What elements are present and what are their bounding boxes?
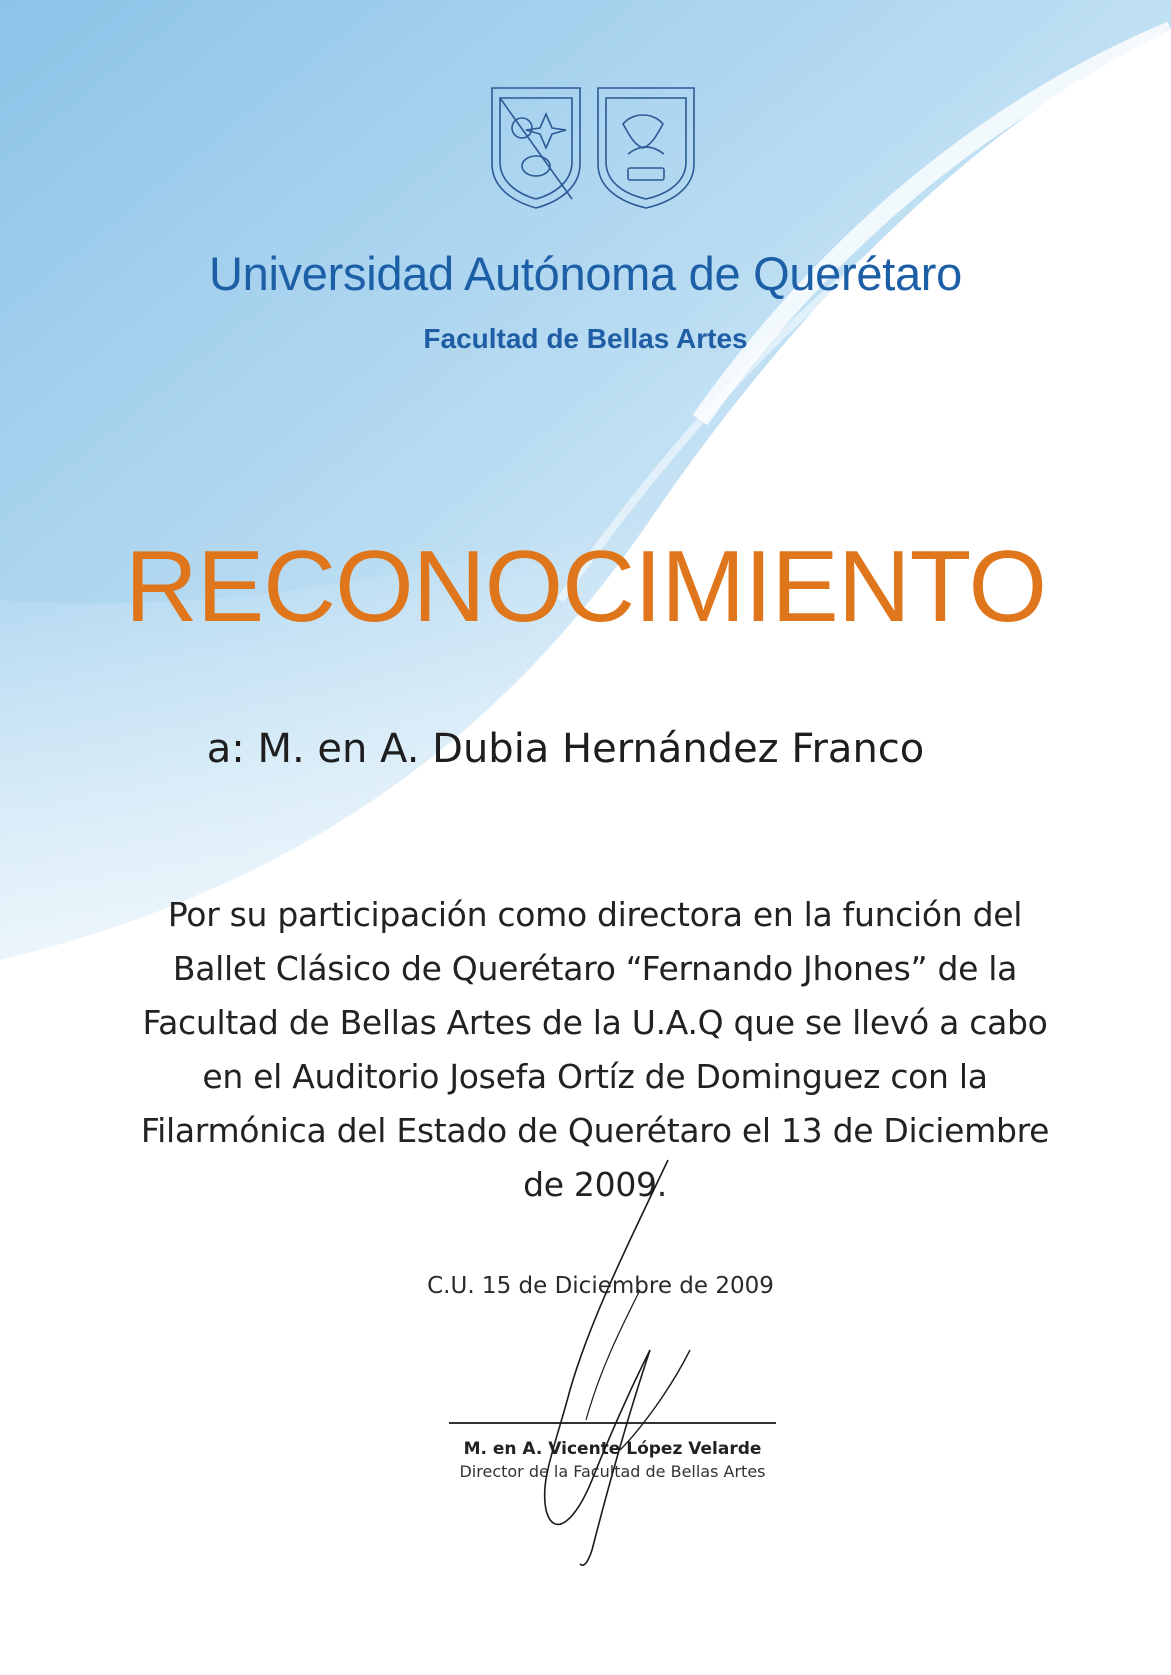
bellas-artes-shield-icon [598,88,694,208]
body-line: Por su participación como directora en la función del [167,895,1023,934]
faculty-name: Facultad de Bellas Artes [423,323,748,354]
uaq-shield-icon [492,88,580,208]
body-line: en el Auditorio Josefa Ortíz de Dominguez con la [202,1057,988,1096]
place-date: C.U. 15 de Diciembre de 2009 [427,1273,774,1299]
university-logos [488,84,698,210]
signatory-title: Director de la Facultad de Bellas Artes [459,1462,766,1481]
body-line: Filarmónica del Estado de Querétaro el 13 de Diciembre [140,1111,1050,1150]
handwritten-signature [480,1150,740,1570]
body-line: Ballet Clásico de Querétaro “Fernando Jhones” de la [172,949,1018,988]
signatory-name: M. en A. Vicente López Velarde [463,1439,762,1459]
university-name: Universidad Autónoma de Querétaro [208,247,962,300]
body-line: Facultad de Bellas Artes de la U.A.Q que se llevó a cabo [142,1003,1048,1042]
certificate-title: RECONOCIMIENTO [124,531,1047,643]
body-line: de 2009. [523,1165,667,1204]
recipient-line: a: M. en A. Dubia Hernández Franco [206,726,925,772]
